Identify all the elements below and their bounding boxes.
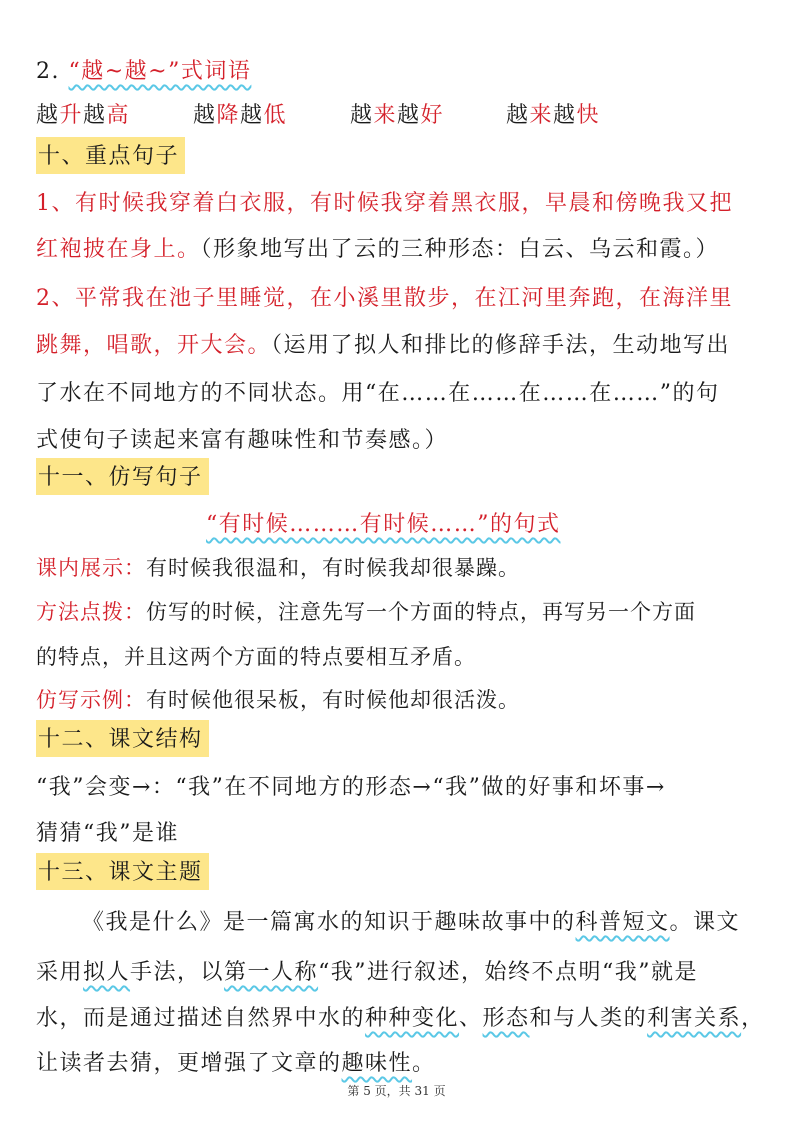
method-line-1: 方法点拨：仿写的时候，注意先写一个方面的特点，再写另一个方面	[36, 600, 696, 624]
method-line-2: 的特点，并且这两个方面的特点要相互矛盾。	[36, 645, 476, 669]
demo-line: 课内展示：有时候我很温和，有时候我却很暴躁。	[36, 556, 520, 580]
section-number: 2.	[36, 59, 60, 84]
keyword: 拟人	[83, 960, 131, 985]
word-4: 越来越快	[506, 103, 601, 128]
structure-line-2: 猜猜“我”是谁	[36, 821, 179, 846]
heading-structure: 十二、课文结构	[36, 720, 209, 757]
word-3: 越来越好	[350, 103, 445, 128]
sentence-2-line-1: 2、平常我在池子里睡觉，在小溪里散步，在江河里奔跑，在海洋里	[36, 286, 733, 311]
theme-line-3: 水，而是通过描述自然界中水的种种变化、形态和与人类的利害关系，	[36, 1006, 765, 1031]
sentence-1-line-1: 1、有时候我穿着白衣服，有时候我穿着黑衣服，早晨和傍晚我又把	[36, 191, 733, 216]
theme-line-2: 采用拟人手法，以第一人称“我”进行叙述，始终不点明“我”就是	[36, 960, 699, 985]
keyword: 种种变化	[365, 1006, 460, 1031]
sentence-2-line-4: 式使句子读起来富有趣味性和节奏感。）	[36, 428, 449, 453]
theme-line-4: 让读者去猜，更增强了文章的趣味性。	[36, 1051, 436, 1076]
pattern-title: “有时候………有时候……”的句式	[206, 512, 561, 537]
keyword: 利害关系	[647, 1006, 742, 1031]
example-line: 仿写示例：有时候他很呆板，有时候他却很活泼。	[36, 688, 520, 712]
sentence-2-line-2: 跳舞，唱歌，开大会。（运用了拟人和排比的修辞手法，生动地写出	[36, 333, 731, 358]
word-2: 越降越低	[193, 103, 288, 128]
sentence-2-line-3: 了水在不同地方的不同状态。用“在……在……在……在……”的句	[36, 381, 720, 406]
page-footer: 第 5 页，共 31 页	[347, 1084, 446, 1098]
keyword: 科普短文	[575, 910, 670, 935]
heading-key-sentences: 十、重点句子	[36, 137, 185, 174]
section-title: “越~越~”式词语	[68, 59, 252, 84]
word-1: 越升越高	[36, 103, 131, 128]
keyword: 趣味性	[341, 1051, 413, 1076]
keyword: 第一人称	[224, 960, 319, 985]
keyword: 形态	[482, 1006, 530, 1031]
sentence-1-line-2: 红袍披在身上。（形象地写出了云的三种形态：白云、乌云和霞。）	[36, 237, 720, 262]
theme-line-1: 《我是什么》是一篇寓水的知识于趣味故事中的科普短文。课文	[82, 910, 741, 935]
section-2-heading	[36, 54, 251, 85]
heading-imitation: 十一、仿写句子	[36, 458, 209, 495]
structure-line-1: “我”会变→：“我”在不同地方的形态→“我”做的好事和坏事→	[36, 775, 666, 800]
heading-theme: 十三、课文主题	[36, 853, 209, 890]
